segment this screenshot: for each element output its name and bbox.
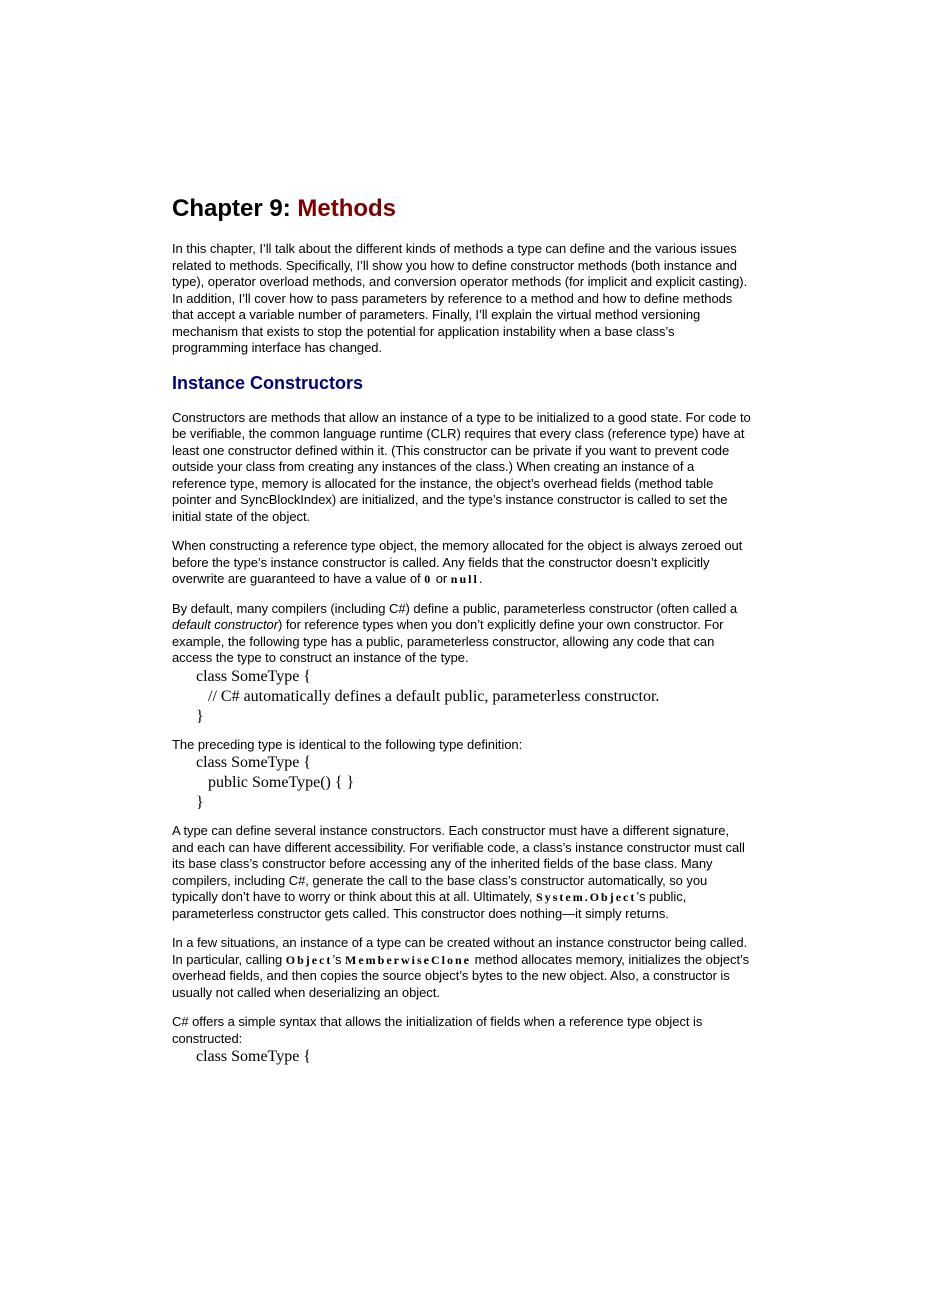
paragraph-default-constructor: By default, many compilers (including C#) define a public, parameterless constructor (often called a default constructor) for reference types when you don’t explicitly define your own constructor. For example, the following type has a public, parameterless constructor, allowing any code that can access the type to construct an instance of the type. xyxy=(172,600,738,665)
paragraph-field-initialization: C# offers a simple syntax that allows the initialization of fields when a reference type object is constructed: xyxy=(172,1014,703,1046)
inline-code-memberwise-clone: MemberwiseClone xyxy=(345,952,472,967)
intro-paragraph: In this chapter, I’ll talk about the different kinds of methods a type can define and the various issues related to methods. Specifically, I’ll show you how to define constructor methods (both instance and type), operator overload methods, and conversion operator methods (for implicit and explicit casting). In addition, I’ll cover how to pass parameters by reference to a method and how to define methods that accept a variable number of parameters. Finally, I’ll explain the virtual method versioning mechanism that exists to stop the potential for application instability when a base class’s programming interface has changed. xyxy=(172,241,748,355)
code-line: } xyxy=(196,707,204,725)
code-line: class SomeType { xyxy=(196,1048,311,1065)
chapter-name: Methods xyxy=(297,195,397,222)
code-block-3 xyxy=(196,1047,752,1067)
document-page xyxy=(172,193,752,1077)
inline-code-object: Object xyxy=(285,952,333,967)
code-line: class SomeType { xyxy=(196,754,311,771)
inline-code-system-object: System.Object xyxy=(536,890,637,904)
paragraph-memberwise-clone: In a few situations, an instance of a type can be created without an instance constructor being called. In particular, calling Object’s MemberwiseClone method allocates memory, initializes the object’s overhead fields, and then copies the source object’s bytes to the new object. Also, a constructor is usually not called when deserializing an object. xyxy=(172,935,750,1000)
emphasis-default-constructor: default constructor xyxy=(172,617,278,632)
paragraph-identical-type: The preceding type is identical to the following type definition: xyxy=(172,736,523,752)
section-heading: Instance Constructors xyxy=(172,372,364,393)
code-line: // C# automatically defines a default public, parameterless constructor. xyxy=(196,687,660,705)
code-line: } xyxy=(196,794,204,811)
code-line: public SomeType() { } xyxy=(196,774,355,791)
chapter-number: Chapter 9: xyxy=(172,195,298,222)
inline-code-null: null xyxy=(450,572,479,586)
chapter-title xyxy=(172,193,752,225)
paragraph-constructors-definition: Constructors are methods that allow an instance of a type to be initialized to a good state. For code to be verifiable, the common language runtime (CLR) requires that every class (reference type) have at least one constructor defined within it. (This constructor can be private if you want to prevent code outside your class from creating any instances of the class.) When creating an instance of a reference type, memory is allocated for the instance, the object’s overhead fields (method table pointer and SyncBlockIndex) are initialized, and the type’s instance constructor is called to set the initial state of the object. xyxy=(172,409,751,524)
inline-code-zero: 0 xyxy=(424,572,433,586)
code-block-2 xyxy=(196,753,752,813)
paragraph-zeroed-memory: When constructing a reference type object, the memory allocated for the object is always zeroed out before the type’s instance constructor is called. Any fields that the constructor doesn’t explicitly overwrite are guaranteed to have a value of 0 or null. xyxy=(172,538,743,586)
code-block-1 xyxy=(196,667,752,727)
code-line: class SomeType { xyxy=(196,667,311,685)
paragraph-multiple-constructors: A type can define several instance constructors. Each constructor must have a different signature, and each can have different accessibility. For verifiable code, a class’s instance constructor must call its base class’s constructor before accessing any of the inherited fields of the base class. Many compilers, including C#, generate the call to the base class’s constructor automatically, so you typically don’t have to worry or think about this at all. Ultimately, System.Object’s public, parameterless constructor gets called. This constructor does nothing—it simply returns. xyxy=(172,823,745,921)
